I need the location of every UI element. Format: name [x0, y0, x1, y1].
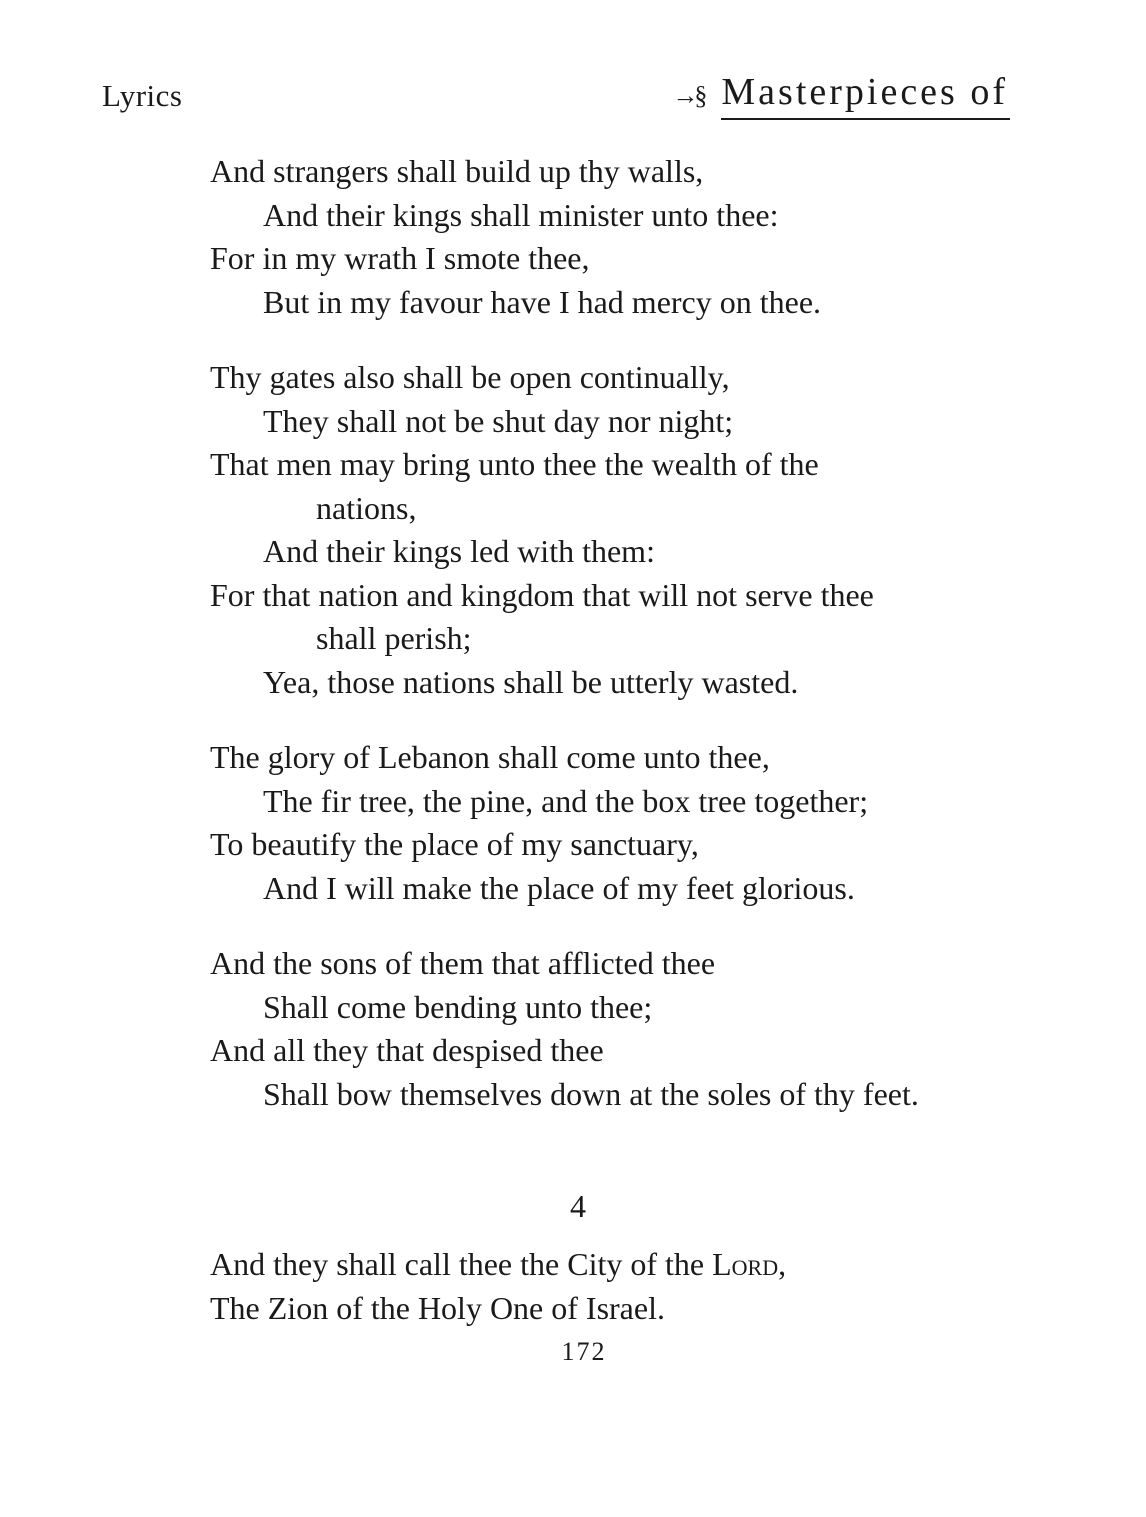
ornament-icon: →§	[672, 81, 704, 110]
poem-line: For that nation and kingdom that will not serve thee	[210, 576, 874, 613]
poem-line: The Zion of the Holy One of Israel.	[210, 1289, 665, 1326]
poem-line: Thy gates also shall be open continually,	[210, 359, 730, 395]
poem-line: That men may bring unto thee the wealth of the	[210, 446, 819, 482]
stanza	[210, 942, 1030, 1116]
poem-line	[210, 1243, 786, 1287]
poem-line: The glory of Lebanon shall come unto thee,	[210, 739, 770, 775]
poem-line: They shall not be shut day nor night;	[263, 402, 734, 439]
stanza	[210, 356, 1030, 704]
page-number: 172	[561, 1337, 607, 1366]
poem-line: shall perish;	[316, 620, 472, 656]
poem-line: nations,	[316, 489, 417, 526]
poem-line: And their kings led with them:	[263, 533, 655, 569]
stanza-gap	[210, 910, 1030, 942]
poem-line: And all they that despised thee	[210, 1032, 604, 1068]
poem-line: And the sons of them that afflicted thee	[210, 945, 716, 981]
running-head-left: Lyrics	[102, 78, 183, 113]
poem-line: The fir tree, the pine, and the box tree together;	[263, 782, 869, 819]
stanza	[210, 736, 1030, 910]
poem-line: And strangers shall build up thy walls,	[210, 153, 704, 189]
poem-line: To beautify the place of my sanctuary,	[210, 826, 699, 862]
section-number: 4	[570, 1188, 586, 1224]
stanza	[210, 150, 1030, 324]
poem-line: Shall come bending unto thee;	[263, 988, 653, 1025]
poem-line-punct: ,	[778, 1246, 787, 1282]
stanza-gap	[210, 704, 1030, 736]
poem-line: Shall bow themselves down at the soles of thy feet.	[263, 1075, 919, 1112]
lord-smallcaps: Lord	[712, 1246, 779, 1282]
running-head-title: Masterpieces of	[721, 70, 1010, 120]
poem-line: Yea, those nations shall be utterly wasted.	[263, 663, 799, 700]
poem-body	[210, 150, 1030, 1116]
poem-line: For in my wrath I smote thee,	[210, 240, 590, 276]
poem-line: And their kings shall minister unto thee:	[263, 196, 779, 233]
stanza-gap	[210, 324, 1030, 356]
section-4-stanza	[210, 1243, 786, 1330]
poem-line-text: And they shall call thee the City of the	[210, 1246, 713, 1282]
poem-line: But in my favour have I had mercy on thee.	[263, 283, 822, 320]
poem-line: And I will make the place of my feet glorious.	[263, 869, 855, 906]
running-head-right	[672, 70, 1010, 120]
